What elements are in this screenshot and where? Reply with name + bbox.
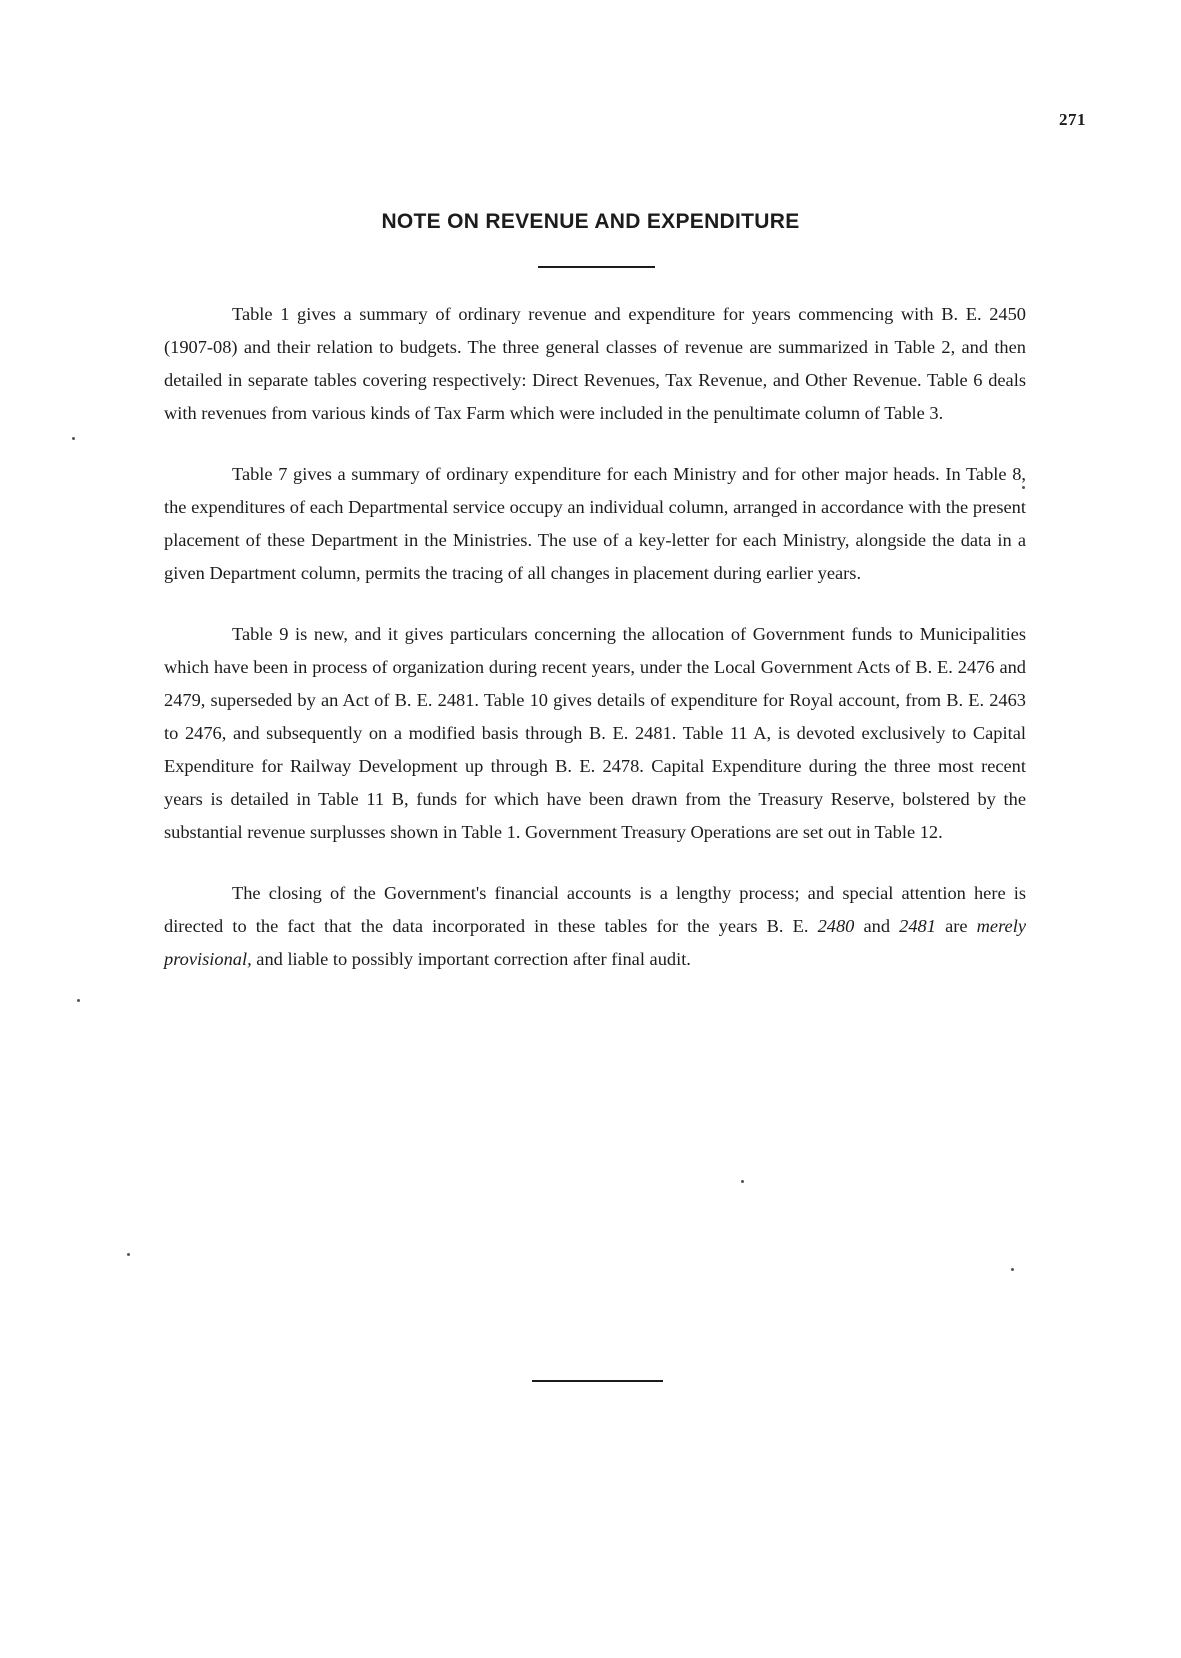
scan-speck <box>72 437 75 440</box>
provisional-text-part3: are <box>935 916 977 936</box>
scan-speck <box>77 999 80 1002</box>
provisional-text-part4: and liable to possibly important correction after final audit. <box>251 949 691 969</box>
paragraph-municipalities-capital: Table 9 is new, and it gives particulars concerning the allocation of Government funds to Municipalities which have been in process of organization during recent years, under the Local Government Acts of B. E. 2476 and 2479, superseded by an Act of B. E. 2481. Table 10 gives details of expenditure for Royal account, from B. E. 2463 to 2476, and subsequently on a modified basis through B. E. 2481. Table 11 A, is devoted exclusively to Capital Expenditure for Railway Development up through B. E. 2478. Capital Expenditure during the three most recent years is detailed in Table 11 B, funds for which have been drawn from the Treasury Reserve, bolstered by the substantial revenue surplusses shown in Table 1. Government Treasury Operations are set out in Table 12. <box>164 624 1026 842</box>
title-underline-rule <box>538 266 655 268</box>
page-number: 271 <box>1059 110 1086 129</box>
provisional-year-1: 2480 <box>817 916 855 936</box>
scan-speck <box>1022 486 1025 489</box>
page-title: NOTE ON REVENUE AND EXPENDITURE <box>381 210 800 233</box>
body-text <box>164 298 1026 1004</box>
provisional-text-part2: and <box>854 916 900 936</box>
scan-speck <box>741 1180 744 1183</box>
provisional-year-2: 2481 <box>899 916 936 936</box>
paragraph-provisional-data <box>164 877 1026 976</box>
paragraph-expenditure-summary: Table 7 gives a summary of ordinary expenditure for each Ministry and for other major heads. In Table 8, the expenditures of each Departmental service occupy an individual column, arranged in accordance with the present placement of these Department in the Ministries. The use of a key-letter for each Ministry, alongside the data in a given Department column, permits the tracing of all changes in placement during earlier years. <box>164 464 1026 583</box>
scan-speck <box>127 1253 130 1256</box>
provisional-text-part1: The closing of the Government's financial accounts is a lengthy process; and special attention here is directed to the fact that the data incorporated in these tables for the years B. E. <box>164 883 1026 936</box>
paragraph-revenue-summary: Table 1 gives a summary of ordinary revenue and expenditure for years commencing with B. E. 2450 (1907-08) and their relation to budgets. The three general classes of revenue are summarized in Table 2, and then detailed in separate tables covering respectively: Direct Revenues, Tax Revenue, and Other Revenue. Table 6 deals with revenues from various kinds of Tax Farm which were included in the penultimate column of Table 3. <box>164 304 1026 423</box>
closing-rule <box>532 1380 663 1382</box>
provisional-emphasis: merely provisional, <box>164 916 1026 969</box>
scan-speck <box>1011 1268 1014 1271</box>
